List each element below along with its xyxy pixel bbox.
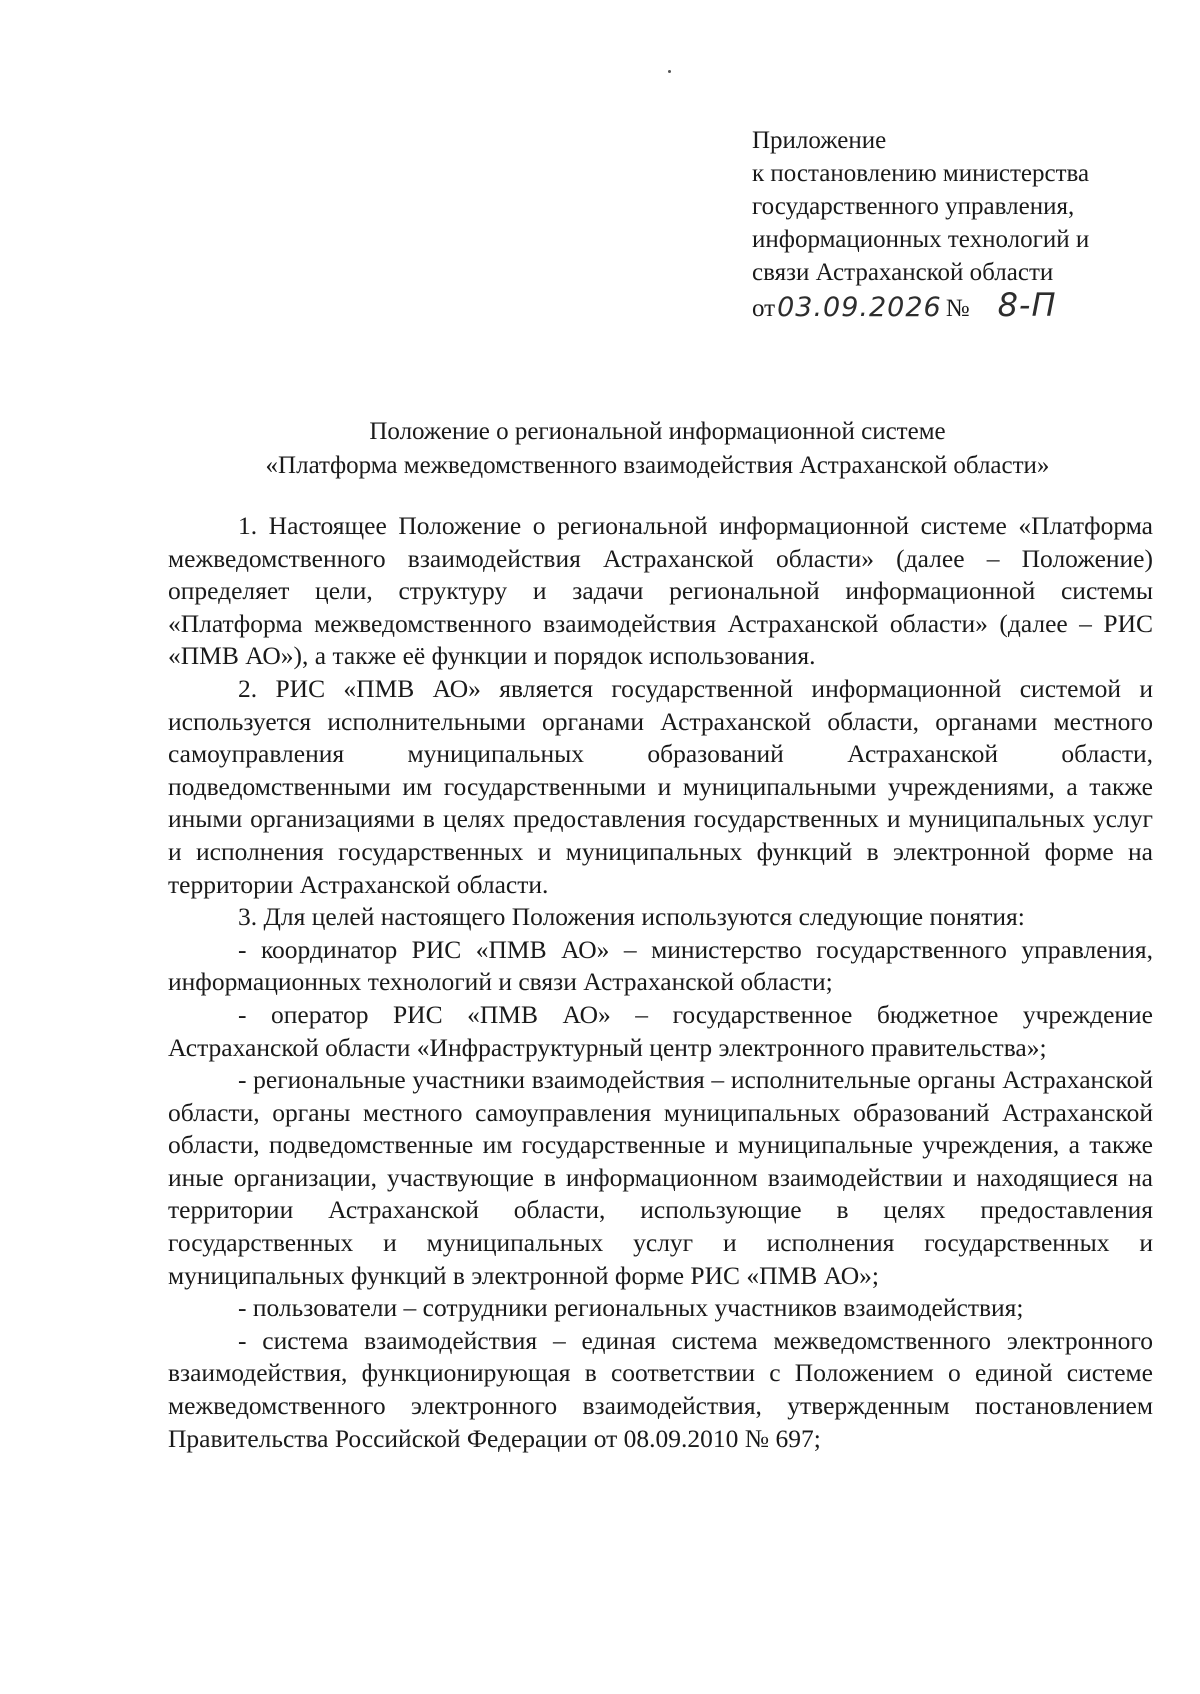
definition-operator: - оператор РИС «ПМВ АО» – государственное бюджетное учреждение Астраханской области «Инфраструктурный центр электронного правительства»; (168, 999, 1153, 1062)
paragraph-1: 1. Настоящее Положение о региональной информационной системе «Платформа межведомственного взаимодействия Астраханской области» (далее – Положение) определяет цели, структуру и задачи региональной информационной системы «Платформа межведомственного взаимодействия Астраханской области» (далее – РИС «ПМВ АО»), а также её функции и порядок использования. (168, 511, 1153, 671)
paragraph-3: 3. Для целей настоящего Положения используются следующие понятия: (238, 902, 1025, 932)
document-title (160, 415, 1155, 483)
definition-participants: - региональные участники взаимодействия – исполнительные органы Астраханской области, органы местного самоуправления муниципальных образований Астраханской области, подведомственные им государственные и муниципальные учреждения, а также иные организации, участвующие в информационном взаимодействии и находящиеся на территории Астраханской области, использующие в целях предоставления государственных и муниципальных услуг и исполнения государственных и муниципальных функций в электронной форме РИС «ПМВ АО»; (168, 1065, 1153, 1290)
definition-coordinator: - координатор РИС «ПМВ АО» – министерство государственного управления, информационных технологий и связи Астраханской области; (168, 934, 1153, 997)
appendix-block (752, 124, 1172, 325)
title-line-2: «Платформа межведомственного взаимодействия Астраханской области» (265, 452, 1050, 479)
from-label: от (752, 295, 776, 322)
appendix-line: к постановлению министерства (752, 160, 1090, 187)
title-line-1: Положение о региональной информационной системе (369, 418, 946, 445)
number-label: № (945, 295, 970, 322)
paragraph-2: 2. РИС «ПМВ АО» является государственной информационной системой и используется исполнительными органами Астраханской области, органами местного самоуправления муниципальных образований Астраханской области, подведомственными им государственными и муниципальными учреждениями, а также иными организациями в целях предоставления государственных и муниципальных услуг и исполнения государственных и муниципальных функций в электронной форме на территории Астраханской области. (168, 673, 1153, 899)
scan-speck (668, 70, 671, 73)
appendix-line: государственного управления, (752, 193, 1075, 220)
date-number-line (752, 286, 1172, 325)
appendix-line: информационных технологий и (752, 226, 1090, 253)
definition-users: - пользователи – сотрудники региональных участников взаимодействия; (238, 1293, 1024, 1323)
handwritten-date: 03.09.2026 (777, 292, 942, 323)
handwritten-number: 8-П (997, 286, 1057, 324)
document-body (168, 510, 1153, 1455)
definition-system: - система взаимодействия – единая система межведомственного электронного взаимодействия, функционирующая в соответствии с Положением о единой системе межведомственного электронного взаимодействия, утвержденным постановлением Правительства Российской Федерации от 08.09.2010 № 697; (168, 1325, 1153, 1453)
appendix-line: Приложение (752, 127, 887, 154)
appendix-line: связи Астраханской области (752, 259, 1054, 286)
